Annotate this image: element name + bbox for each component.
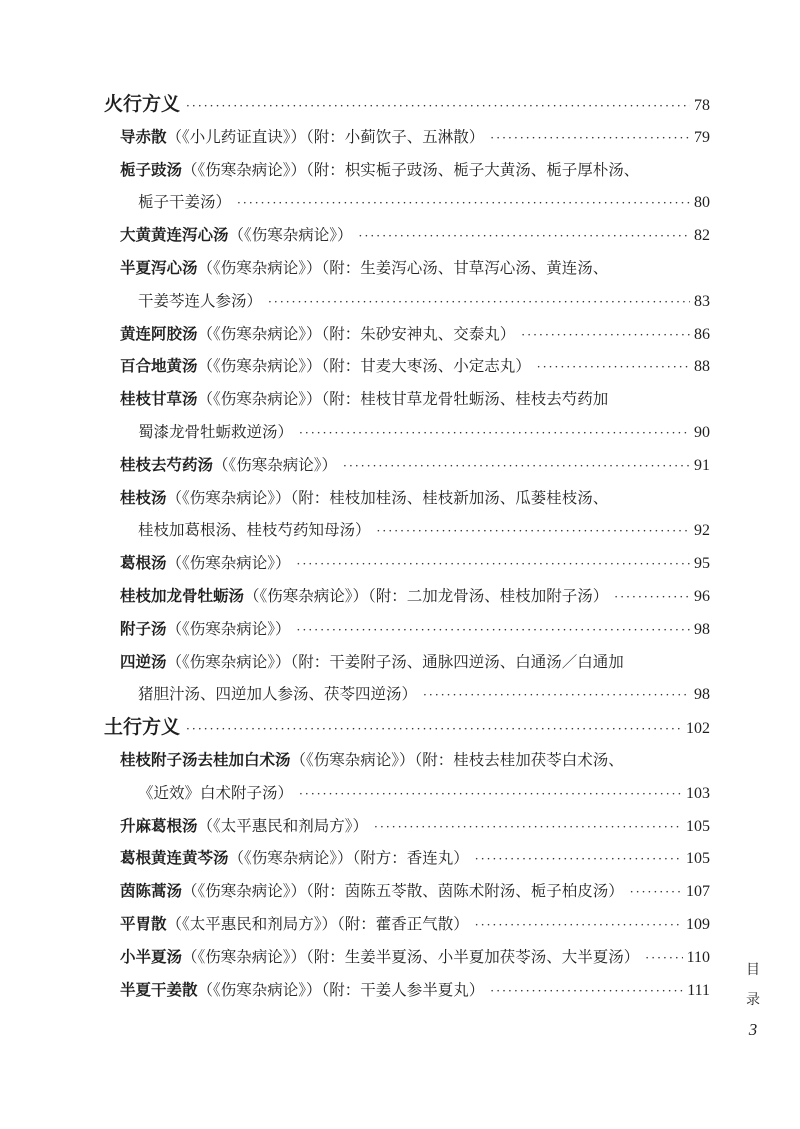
entry-continuation: 蜀漆龙骨牡蛎救逆汤） [138, 422, 294, 441]
dot-leader [537, 351, 690, 384]
dot-leader [475, 909, 682, 942]
entry-page-number: 95 [694, 555, 710, 573]
dot-leader [186, 713, 682, 746]
dot-leader [490, 975, 683, 1008]
toc-entry-continuation[interactable] [104, 514, 710, 547]
formula-name: 桂枝甘草汤 [120, 389, 198, 409]
entry-page-number: 83 [694, 292, 710, 310]
entry-title [120, 482, 608, 515]
formula-name: 平胃散 [120, 913, 167, 933]
side-label-mu: 目 [746, 962, 760, 978]
toc-entry-continuation[interactable] [104, 416, 710, 449]
entry-page-number: 90 [694, 423, 710, 441]
dot-leader [377, 515, 690, 548]
toc-entry-continuation[interactable] [104, 186, 710, 219]
formula-name: 半夏泻心汤 [120, 257, 198, 277]
toc-entry[interactable] [104, 318, 710, 351]
dot-leader [521, 319, 690, 352]
section-title: 土行方义 [104, 716, 181, 739]
dot-leader [423, 679, 690, 712]
toc-entry[interactable] [104, 744, 710, 777]
toc-entry[interactable] [104, 974, 710, 1007]
dot-leader [374, 811, 682, 844]
entry-continuation: 栀子干姜汤） [138, 193, 232, 212]
section-title: 火行方义 [104, 93, 181, 115]
entry-title [120, 842, 469, 875]
entry-page-number: 98 [694, 686, 710, 704]
entry-page-number: 88 [694, 358, 710, 376]
entry-title [120, 613, 291, 646]
entry-title [120, 908, 469, 941]
entry-source: （《太平惠民和剂局方》）（附：藿香正气散） [166, 914, 469, 933]
entry-page-number: 103 [686, 784, 710, 802]
formula-name: 小半夏汤 [120, 946, 183, 966]
entry-title [120, 974, 484, 1007]
dot-leader [297, 614, 690, 647]
formula-name: 大黄黄连泻心汤 [120, 225, 229, 245]
entry-page-number: 96 [694, 587, 710, 605]
entry-title [120, 646, 624, 679]
dot-leader [490, 122, 690, 155]
formula-name: 百合地黄汤 [120, 356, 198, 376]
toc-entry[interactable] [104, 547, 710, 580]
formula-name: 葛根黄连黄芩汤 [120, 848, 229, 868]
side-label-lu: 录 [746, 992, 760, 1008]
formula-name: 黄连阿胶汤 [120, 323, 198, 343]
entry-source: （《伤寒杂病论》） [166, 554, 291, 573]
toc-entry-continuation[interactable] [104, 777, 710, 810]
section-page-number: 78 [694, 97, 710, 114]
dot-leader [299, 417, 690, 450]
entry-source: （《伤寒杂病论》）（附：枳实栀子豉汤、栀子大黄汤、栀子厚朴汤、 [182, 160, 640, 179]
entry-source: （《伤寒杂病论》）（附：甘麦大枣汤、小定志丸） [197, 357, 531, 376]
entry-title [120, 941, 639, 974]
entry-title [120, 154, 639, 187]
table-of-contents [104, 88, 710, 1006]
toc-entry[interactable] [104, 383, 710, 416]
entry-title [120, 580, 608, 613]
entry-source: （《伤寒杂病论》）（附：桂枝甘草龙骨牡蛎汤、桂枝去芍药加 [197, 390, 609, 409]
formula-name: 茵陈蒿汤 [120, 881, 183, 901]
toc-entry[interactable] [104, 154, 710, 187]
entry-page-number: 105 [686, 817, 710, 835]
entry-continuation: 干姜芩连人参汤） [138, 291, 263, 310]
toc-entry[interactable] [104, 580, 710, 613]
entry-source: （《伤寒杂病论》）（附：干姜人参半夏丸） [197, 980, 485, 999]
page-number: 3 [748, 1020, 758, 1039]
toc-entry[interactable] [104, 613, 710, 646]
entry-page-number: 80 [694, 194, 710, 212]
dot-leader [299, 778, 682, 811]
formula-name: 导赤散 [120, 126, 167, 146]
entry-page-number: 110 [686, 948, 710, 966]
entry-title [120, 318, 515, 351]
entry-source: （《伤寒杂病论》） [213, 455, 338, 474]
entry-source: （《伤寒杂病论》）（附：朱砂安神丸、交泰丸） [197, 324, 516, 343]
entry-source: （《小儿药证直诀》）（附：小蓟饮子、五淋散） [166, 127, 485, 146]
dot-leader [297, 548, 690, 581]
entry-title [120, 449, 337, 482]
formula-name: 桂枝附子汤去桂加白术汤 [120, 749, 291, 769]
toc-entry[interactable] [104, 810, 710, 843]
entry-source: （《伤寒杂病论》）（附：干姜附子汤、通脉四逆汤、白通汤／白通加 [166, 652, 624, 671]
entry-page-number: 98 [694, 620, 710, 638]
toc-entry[interactable] [104, 941, 710, 974]
entry-page-number: 107 [686, 883, 710, 901]
entry-continuation: 桂枝加葛根汤、桂枝芍药知母汤） [138, 521, 371, 540]
toc-entry[interactable] [104, 449, 710, 482]
dot-leader [475, 843, 682, 876]
entry-continuation: 《近效》白术附子汤） [138, 783, 294, 802]
formula-name: 葛根汤 [120, 553, 167, 573]
toc-entry[interactable] [104, 875, 710, 908]
toc-entry[interactable] [104, 646, 710, 679]
dot-leader [645, 942, 682, 975]
toc-entry-continuation[interactable] [104, 678, 710, 711]
entry-title [120, 350, 531, 383]
entry-source: （《伤寒杂病论》） [166, 619, 291, 638]
dot-leader [186, 90, 690, 123]
dot-leader [630, 876, 682, 909]
entry-continuation: 猪胆汁汤、四逆加人参汤、茯苓四逆汤） [138, 685, 418, 704]
entry-page-number: 79 [694, 128, 710, 146]
entry-source: （《伤寒杂病论》）（附：桂枝加桂汤、桂枝新加汤、瓜蒌桂枝汤、 [166, 488, 609, 507]
formula-name: 桂枝汤 [120, 487, 167, 507]
formula-name: 四逆汤 [120, 651, 167, 671]
toc-section-heading[interactable] [104, 88, 710, 121]
entry-page-number: 82 [694, 227, 710, 245]
entry-source: （《伤寒杂病论》）（附：桂枝去桂加茯苓白术汤、 [290, 750, 624, 769]
entry-page-number: 111 [687, 981, 710, 999]
entry-source: （《伤寒杂病论》）（附：二加龙骨汤、桂枝加附子汤） [244, 586, 609, 605]
toc-entry[interactable] [104, 252, 710, 285]
formula-name: 桂枝去芍药汤 [120, 454, 214, 474]
entry-source: （《伤寒杂病论》）（附方：香连丸） [228, 849, 469, 868]
entry-title [120, 875, 624, 908]
entry-page-number: 109 [686, 915, 710, 933]
entry-page-number: 105 [686, 850, 710, 868]
entry-page-number: 86 [694, 325, 710, 343]
entry-page-number: 92 [694, 522, 710, 540]
formula-name: 栀子豉汤 [120, 159, 183, 179]
toc-section-heading[interactable] [104, 711, 710, 744]
entry-source: （《伤寒杂病论》）（附：生姜半夏汤、小半夏加茯苓汤、大半夏汤） [182, 947, 640, 966]
formula-name: 桂枝加龙骨牡蛎汤 [120, 585, 245, 605]
toc-entry[interactable] [104, 350, 710, 383]
entry-title [120, 219, 353, 252]
entry-page-number: 91 [694, 456, 710, 474]
entry-title [120, 252, 608, 285]
dot-leader [343, 450, 690, 483]
dot-leader [359, 220, 690, 253]
toc-entry[interactable] [104, 219, 710, 252]
dot-leader [614, 581, 690, 614]
entry-title [120, 121, 484, 154]
dot-leader [237, 187, 690, 220]
side-margin [743, 955, 763, 1045]
entry-source: （《太平惠民和剂局方》） [197, 816, 369, 835]
entry-title [120, 810, 368, 843]
toc-entry[interactable] [104, 121, 710, 154]
formula-name: 附子汤 [120, 618, 167, 638]
entry-title [120, 547, 291, 580]
entry-source: （《伤寒杂病论》）（附：茵陈五苓散、茵陈术附汤、栀子柏皮汤） [182, 882, 624, 901]
toc-entry-continuation[interactable] [104, 285, 710, 318]
entry-source: （《伤寒杂病论》） [228, 226, 353, 245]
entry-source: （《伤寒杂病论》）（附：生姜泻心汤、甘草泻心汤、黄连汤、 [197, 258, 609, 277]
formula-name: 升麻葛根汤 [120, 815, 198, 835]
dot-leader [268, 286, 690, 319]
toc-entry[interactable] [104, 908, 710, 941]
entry-title [120, 383, 608, 416]
toc-entry[interactable] [104, 482, 710, 515]
formula-name: 半夏干姜散 [120, 979, 198, 999]
entry-title [120, 744, 624, 777]
section-page-number: 102 [686, 720, 710, 738]
toc-entry[interactable] [104, 842, 710, 875]
